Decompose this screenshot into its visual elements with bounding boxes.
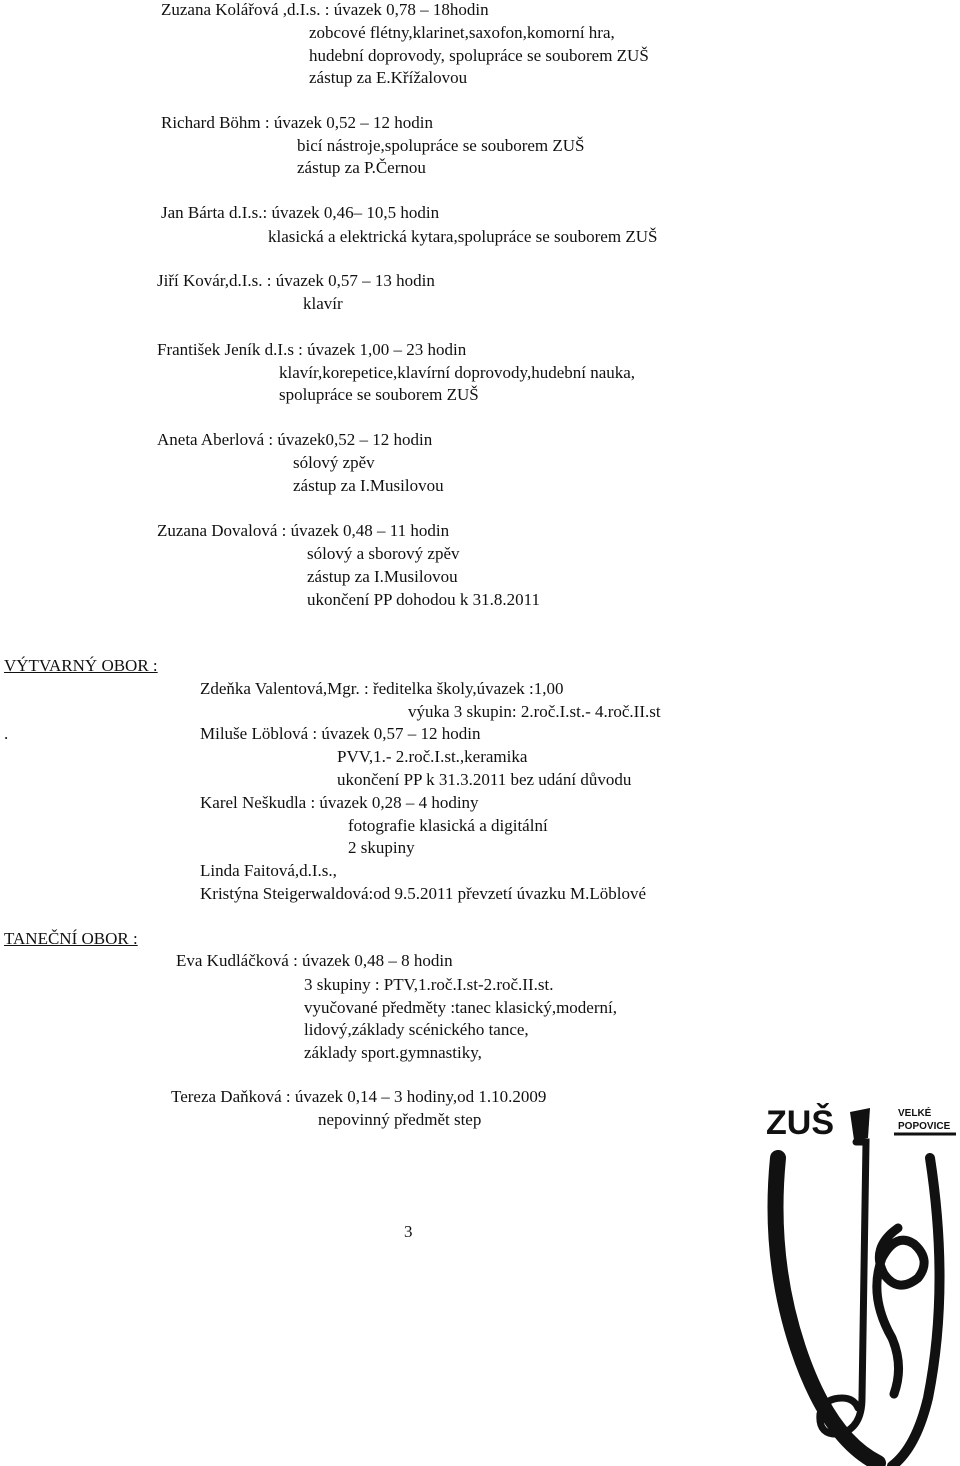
text-line: . xyxy=(4,724,9,743)
text-line: výuka 3 skupin: 2.roč.I.st.- 4.roč.II.st xyxy=(408,702,661,721)
text-line: Jiří Kovár,d.I.s. : úvazek 0,57 – 13 hodin xyxy=(157,271,435,290)
text-line: zástup za I.Musilovou xyxy=(307,567,458,586)
text-line: Jan Bárta d.I.s.: úvazek 0,46– 10,5 hodin xyxy=(161,203,440,222)
text-line: Tereza Daňková : úvazek 0,14 – 3 hodiny,od 1.10.2009 xyxy=(171,1087,547,1106)
text-line: klasická a elektrická kytara,spolupráce se souborem ZUŠ xyxy=(268,227,658,246)
text-line: vyučované předměty :tanec klasický,moderní, xyxy=(304,998,617,1017)
text-line: sólový zpěv xyxy=(293,453,375,472)
text-line: zástup za I.Musilovou xyxy=(293,476,444,495)
text-line: lidový,základy scénického tance, xyxy=(304,1020,529,1039)
text-line: František Jeník d.I.s : úvazek 1,00 – 23 hodin xyxy=(157,340,467,359)
text-line: klavír,korepetice,klavírní doprovody,hudební nauka, xyxy=(279,363,636,382)
text-line: PVV,1.- 2.roč.I.st.,keramika xyxy=(337,747,528,766)
text-line: Zdeňka Valentová,Mgr. : ředitelka školy,úvazek :1,00 xyxy=(200,679,564,698)
text-line: spolupráce se souborem ZUŠ xyxy=(279,385,479,404)
text-line: Zuzana Kolářová ,d.I.s. : úvazek 0,78 – 18hodin xyxy=(161,0,489,19)
page-number: 3 xyxy=(404,1222,413,1241)
text-line: klavír xyxy=(303,294,343,313)
logo-line1-text: VELKÉ xyxy=(898,1108,932,1119)
text-line: 3 skupiny : PTV,1.roč.I.st-2.roč.II.st. xyxy=(304,975,554,994)
text-line: nepovinný předmět step xyxy=(318,1110,482,1129)
text-line: sólový a sborový zpěv xyxy=(307,544,460,563)
text-line: Karel Neškudla : úvazek 0,28 – 4 hodiny xyxy=(200,793,479,812)
section-heading: VÝTVARNÝ OBOR : xyxy=(4,656,158,675)
text-line: zástup za E.Křížalovou xyxy=(309,68,468,87)
text-line: Zuzana Dovalová : úvazek 0,48 – 11 hodin xyxy=(157,521,450,540)
section-heading: TANEČNÍ OBOR : xyxy=(4,929,138,948)
logo-main-text: ZUŠ xyxy=(766,1104,834,1142)
text-line: základy sport.gymnastiky, xyxy=(304,1043,482,1062)
text-line: 2 skupiny xyxy=(348,838,415,857)
text-line: bicí nástroje,spolupráce se souborem ZUŠ xyxy=(297,136,585,155)
text-line: Richard Böhm : úvazek 0,52 – 12 hodin xyxy=(161,113,433,132)
text-line: zástup za P.Černou xyxy=(297,158,426,177)
text-line: hudební doprovody, spolupráce se souborem ZUŠ xyxy=(309,46,649,65)
text-line: ukončení PP dohodou k 31.8.2011 xyxy=(307,590,540,609)
text-line: zobcové flétny,klarinet,saxofon,komorní hra, xyxy=(309,23,615,42)
zus-logo xyxy=(758,1098,958,1466)
text-line: Kristýna Steigerwaldová:od 9.5.2011 převzetí úvazku M.Löblové xyxy=(200,884,646,903)
text-line: Aneta Aberlová : úvazek0,52 – 12 hodin xyxy=(157,430,433,449)
text-line: Miluše Löblová : úvazek 0,57 – 12 hodin xyxy=(200,724,481,743)
logo-line2-text: POPOVICE xyxy=(898,1121,951,1132)
text-line: Linda Faitová,d.I.s., xyxy=(200,861,337,880)
text-line: ukončení PP k 31.3.2011 bez udání důvodu xyxy=(337,770,632,789)
text-line: fotografie klasická a digitální xyxy=(348,816,548,835)
text-line: Eva Kudláčková : úvazek 0,48 – 8 hodin xyxy=(176,951,453,970)
